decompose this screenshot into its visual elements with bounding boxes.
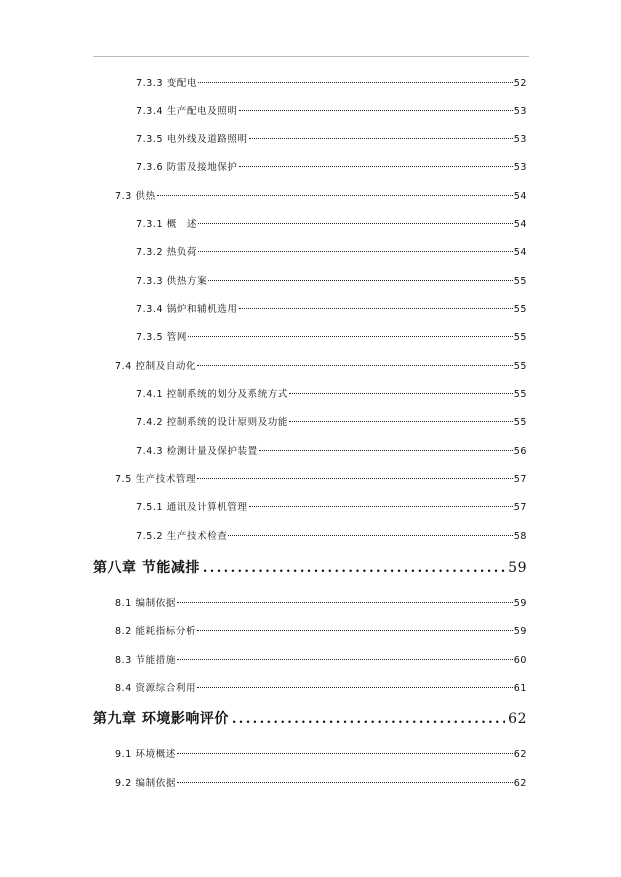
- toc-entry-7-3-2[interactable]: [136, 244, 527, 258]
- toc-entry-label: 7.4.2 控制系统的设计原则及功能: [136, 417, 288, 428]
- toc-entry-page: 55: [513, 332, 527, 343]
- toc-entry-label: 7.3 供热: [115, 191, 156, 202]
- toc-entry-page: 59: [513, 626, 527, 637]
- toc-entry-page: 55: [513, 417, 527, 428]
- toc-chapter-9[interactable]: [93, 708, 527, 728]
- dot-leader: [208, 280, 513, 281]
- dot-leader: [289, 421, 513, 422]
- toc-entry-page: 53: [513, 106, 527, 117]
- toc-entry-page: 54: [513, 219, 527, 230]
- toc-entry-7-3-4-boiler[interactable]: [136, 301, 527, 315]
- toc-entry-label: 7.3.5 电外线及道路照明: [136, 134, 248, 145]
- toc-entry-page: 53: [513, 162, 527, 173]
- dot-leader: [197, 687, 513, 688]
- toc-entry-label: 7.4.3 检测计量及保护装置: [136, 446, 258, 457]
- toc-entry-label: 7.5 生产技术管理: [115, 474, 197, 485]
- toc-entry-7-4-2[interactable]: [136, 414, 527, 428]
- toc-entry-7-5-1[interactable]: [136, 499, 527, 513]
- toc-entry-7-3-6[interactable]: [136, 159, 527, 173]
- toc-entry-label: 7.5.2 生产技术检查: [136, 531, 228, 542]
- toc-entry-label: 7.3.2 热负荷: [136, 247, 198, 258]
- toc-entry-7-4-3[interactable]: [136, 443, 527, 457]
- toc-chapter-8[interactable]: [93, 557, 527, 577]
- toc-entry-page: 62: [513, 749, 527, 760]
- toc-entry-page: 56: [513, 446, 527, 457]
- toc-chapter-label: 第八章 节能减排: [93, 560, 200, 576]
- toc-entry-page: 57: [513, 502, 527, 513]
- toc-entry-page: 55: [513, 389, 527, 400]
- toc-entry-label: 8.2 能耗指标分析: [115, 626, 197, 637]
- dot-leader: [259, 450, 513, 451]
- toc-entry-page: 60: [513, 655, 527, 666]
- toc-entry-7-5[interactable]: [115, 471, 527, 485]
- toc-entry-8-3[interactable]: [115, 652, 527, 666]
- dot-leader: [203, 561, 505, 576]
- toc-entry-page: 61: [513, 683, 527, 694]
- toc-entry-page: 52: [513, 78, 527, 89]
- toc-entry-7-5-2[interactable]: [136, 528, 527, 542]
- toc-entry-label: 7.3.5 管网: [136, 332, 187, 343]
- toc-entry-page: 58: [513, 531, 527, 542]
- toc-entry-page: 54: [513, 247, 527, 258]
- toc-entry-label: 7.3.6 防雷及接地保护: [136, 162, 238, 173]
- header-rule: [93, 56, 529, 57]
- dot-leader: [239, 308, 513, 309]
- dot-leader: [232, 712, 505, 727]
- toc-entry-label: 7.5.1 通讯及计算机管理: [136, 502, 248, 513]
- toc-entry-label: 7.3.1 概 述: [136, 219, 198, 230]
- dot-leader: [197, 365, 513, 366]
- dot-leader: [228, 535, 512, 536]
- toc-entry-7-3-3[interactable]: [136, 75, 527, 89]
- toc-entry-page: 55: [513, 276, 527, 287]
- toc-entry-page: 53: [513, 134, 527, 145]
- toc-entry-8-2[interactable]: [115, 623, 527, 637]
- dot-leader: [197, 630, 513, 631]
- toc-entry-8-1[interactable]: [115, 595, 527, 609]
- toc-entry-7-3-3-heating[interactable]: [136, 273, 527, 287]
- toc-entry-9-2[interactable]: [115, 775, 527, 789]
- dot-leader: [249, 138, 513, 139]
- toc-entry-label: 7.4.1 控制系统的划分及系统方式: [136, 389, 288, 400]
- toc-entry-label: 8.3 节能措施: [115, 655, 176, 666]
- toc-entry-label: 7.3.3 供热方案: [136, 276, 208, 287]
- dot-leader: [239, 110, 513, 111]
- toc-entry-7-4-1[interactable]: [136, 386, 527, 400]
- toc-entry-7-3-heating[interactable]: [115, 188, 527, 202]
- toc-entry-page: 59: [508, 560, 527, 576]
- toc-entry-label: 9.2 编制依据: [115, 778, 176, 789]
- toc-entry-7-3-1[interactable]: [136, 216, 527, 230]
- dot-leader: [177, 602, 513, 603]
- toc-entry-page: 55: [513, 361, 527, 372]
- toc-entry-label: 7.3.4 锅炉和辅机选用: [136, 304, 238, 315]
- toc-entry-8-4[interactable]: [115, 680, 527, 694]
- toc-entry-label: 7.3.4 生产配电及照明: [136, 106, 238, 117]
- toc-entry-page: 62: [513, 778, 527, 789]
- toc-entry-label: 7.3.3 变配电: [136, 78, 198, 89]
- toc-entry-page: 62: [508, 711, 527, 727]
- toc-entry-page: 57: [513, 474, 527, 485]
- dot-leader: [177, 753, 513, 754]
- dot-leader: [198, 82, 513, 83]
- dot-leader: [198, 223, 513, 224]
- dot-leader: [239, 166, 513, 167]
- toc-entry-page: 54: [513, 191, 527, 202]
- toc-entry-7-3-5-pipe[interactable]: [136, 329, 527, 343]
- toc-entry-7-3-4[interactable]: [136, 103, 527, 117]
- toc-entry-label: 9.1 环境概述: [115, 749, 176, 760]
- toc-chapter-label: 第九章 环境影响评价: [93, 711, 229, 727]
- dot-leader: [289, 393, 513, 394]
- dot-leader: [197, 478, 513, 479]
- toc-entry-7-3-5[interactable]: [136, 131, 527, 145]
- dot-leader: [157, 195, 513, 196]
- toc-entry-7-4[interactable]: [115, 358, 527, 372]
- toc-entry-label: 7.4 控制及自动化: [115, 361, 197, 372]
- toc-entry-9-1[interactable]: [115, 746, 527, 760]
- toc-entry-page: 59: [513, 598, 527, 609]
- dot-leader: [177, 782, 513, 783]
- dot-leader: [249, 506, 513, 507]
- dot-leader: [177, 659, 513, 660]
- dot-leader: [198, 251, 513, 252]
- toc-entry-page: 55: [513, 304, 527, 315]
- dot-leader: [188, 336, 513, 337]
- toc-entry-label: 8.1 编制依据: [115, 598, 176, 609]
- toc-entry-label: 8.4 资源综合利用: [115, 683, 197, 694]
